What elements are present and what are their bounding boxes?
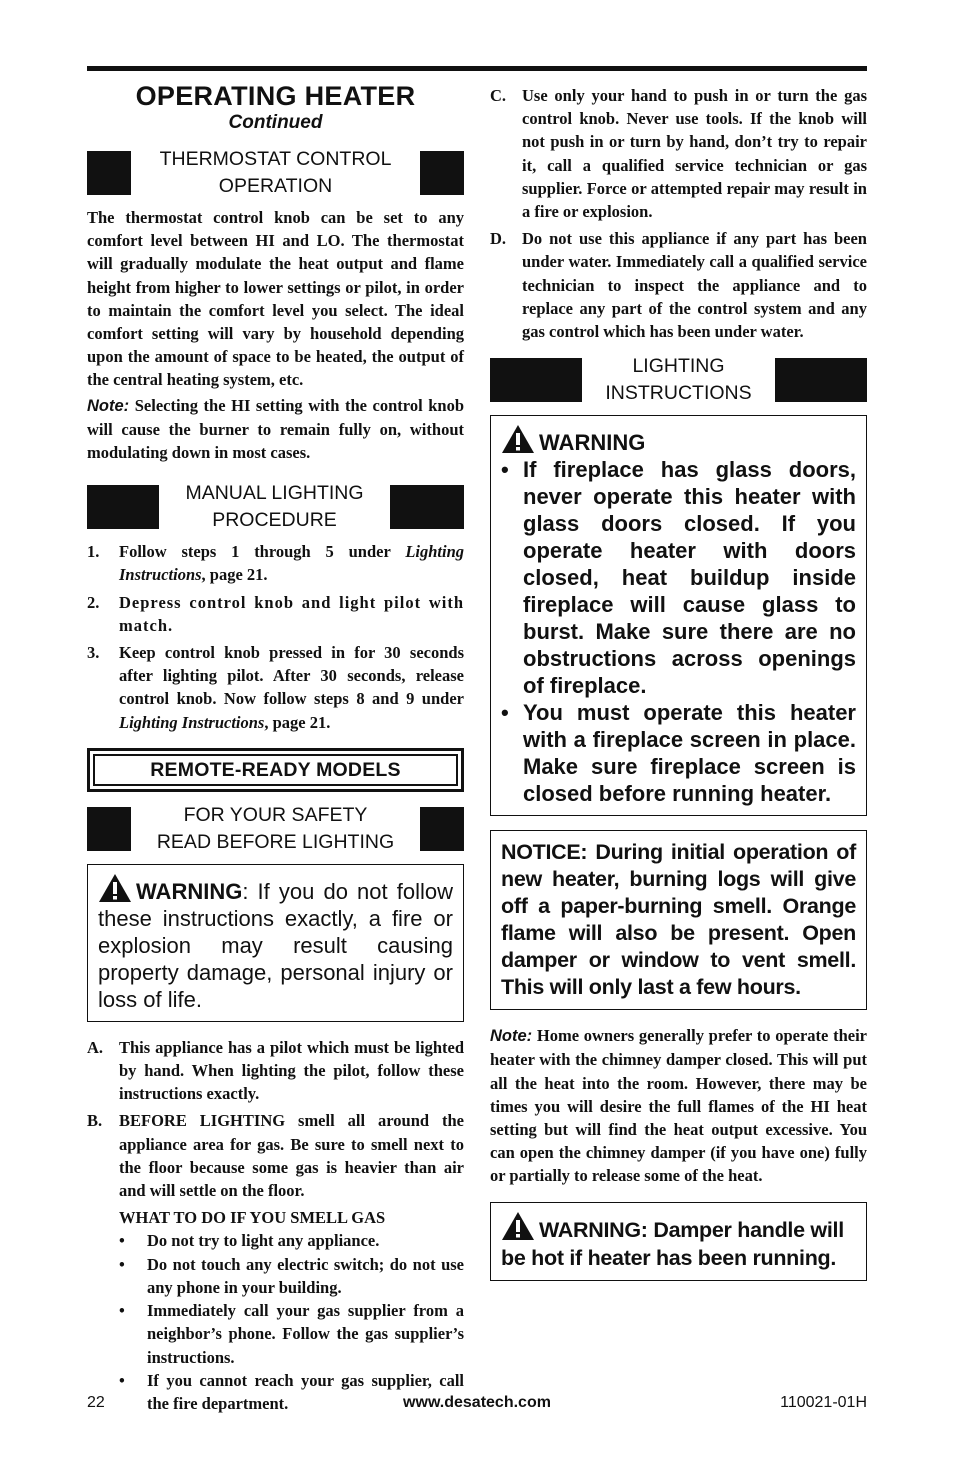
lighting-warning-box	[490, 415, 867, 816]
page-subtitle: Continued	[228, 112, 323, 133]
list-item: C. Use only your hand to push in or turn the gas control knob. Never use tools. If the knob will not push in or turn by hand, don’t try to repair it, call a qualified service technician or gas supplier. Force or attempted repair may result in a fire or explosion.	[490, 86, 867, 222]
warning-triangle-icon	[501, 424, 535, 454]
list-item: • If you cannot reach your gas supplier, call the fire department.	[119, 1370, 464, 1413]
thermostat-heading	[87, 146, 464, 200]
safety-heading	[87, 802, 464, 856]
manual-steps	[87, 540, 464, 734]
warning-lead: WARNING	[136, 878, 243, 904]
list-item: 1. Follow steps 1 through 5 under Lighting Instructions, page 21.	[87, 542, 464, 585]
warning-text: : If you do not follow these instructions exactly, a fire or explosion may result causing property damage, personal injury or loss of life.	[98, 878, 453, 1012]
lighting-heading	[490, 353, 867, 407]
warning-triangle-icon	[501, 1211, 535, 1241]
note-label: Note:	[87, 396, 130, 415]
heading-bar-right	[775, 358, 867, 402]
manual-heading	[87, 480, 464, 534]
website-link[interactable]: www.desatech.com	[403, 1394, 551, 1411]
list-item: B. BEFORE LIGHTING smell all around the appliance area for gas. Be sure to smell next to the floor because some gas is heavier than air and will settle on the floor.	[87, 1111, 464, 1201]
list-item: • Immediately call your gas supplier from a neighbor’s phone. Follow the gas supplier’s instructions.	[119, 1301, 464, 1367]
safety-heading-line1: FOR YOUR SAFETY	[183, 803, 368, 826]
thermostat-body: The thermostat control knob can be set to any comfort level between HI and LO. The thermostat will gradually modulate the heat output and flame height from higher to lower settings or pilot, in order to maintain the comfort level you select. The ideal comfort setting will vary by household depending upon the amount of space to be heated, the output of the central heating system, etc.	[87, 208, 464, 390]
heading-bar-left	[490, 358, 582, 402]
lettered-list-left	[87, 1036, 464, 1202]
lettered-list-right	[490, 84, 867, 343]
lighting-warning-title: WARNING	[539, 430, 646, 456]
smell-gas-list	[87, 1229, 464, 1415]
remote-ready-banner	[87, 748, 464, 792]
warning-triangle-icon	[98, 873, 132, 903]
manual-heading-line1: MANUAL LIGHTING	[185, 482, 364, 505]
notice-box: NOTICE: During initial operation of new heater, burning logs will give off a paper-burning smell. Orange flame will also be present. Open damper or window to vent smell. This will only last a few hours.	[490, 830, 867, 1010]
list-item: 3. Keep control knob pressed in for 30 seconds after lighting pilot. After 30 seconds, release control knob. Now follow steps 8 and 9 under Lighting Instructions, page 21.	[87, 643, 464, 732]
right-column	[490, 84, 867, 1281]
page-title: OPERATING HEATER	[135, 81, 416, 111]
document-code: 110021-01H	[780, 1394, 867, 1411]
thermostat-note	[87, 394, 464, 465]
heading-bar-right	[390, 485, 464, 529]
page-footer	[87, 1394, 867, 1416]
thermostat-heading-line2: OPERATION	[218, 175, 333, 197]
heading-bar-right	[420, 807, 464, 851]
damper-note	[490, 1024, 867, 1187]
left-column	[87, 80, 464, 1415]
safety-heading-line2: READ BEFORE LIGHTING	[156, 830, 395, 853]
damper-warning-box	[490, 1202, 867, 1281]
lighting-heading-line1: LIGHTING	[632, 355, 725, 378]
list-item: • If fireplace has glass doors, never operate this heater with glass doors closed. If you operate heater with doors closed, heat buildup inside fireplace will cause glass to burst. Make sure there are no obstructions across openings of fireplace.	[501, 457, 856, 699]
top-rule	[87, 66, 867, 71]
damper-warning-text: WARNING: Damper handle will be hot if heater has been running.	[501, 1217, 844, 1270]
lighting-heading-line2: INSTRUCTIONS	[605, 382, 752, 405]
heading-bar-left	[87, 151, 131, 195]
list-item: • Do not try to light any appliance.	[119, 1231, 380, 1251]
list-item: 2. Depress control knob and light pilot with match.	[87, 592, 464, 635]
list-item: A. This appliance has a pilot which must be lighted by hand. When lighting the pilot, follow these instructions exactly.	[87, 1037, 464, 1104]
list-item: D. Do not use this appliance if any part has been under water. Immediately call a qualified service technician to inspect the appliance and to replace any part of the control system and any gas control which has been under water.	[490, 229, 867, 342]
safety-warning-box	[87, 864, 464, 1022]
manual-heading-line2: PROCEDURE	[212, 509, 337, 532]
note-text: Selecting the HI setting with the control knob will cause the burner to remain fully on, without modulating down in most cases.	[87, 395, 464, 463]
note-label: Note:	[490, 1027, 533, 1046]
heading-bar-left	[87, 485, 159, 529]
note-text: Home owners generally prefer to operate their heater with the chimney damper closed. This will put all the heat into the room. However, there may be times you will desire the full flames of the HI heat setting but will find the heat output excessive. You can open the chimney damper (if you have one) fully or partially to release some of the heat.	[490, 1026, 867, 1186]
list-item: • You must operate this heater with a fireplace screen in place. Make sure fireplace screen is closed before running heater.	[501, 700, 856, 807]
lighting-warning-list	[501, 456, 856, 807]
page-number: 22	[87, 1394, 105, 1411]
thermostat-heading-line1: THERMOSTAT CONTROL	[159, 148, 392, 170]
heading-bar-right	[420, 151, 464, 195]
smell-gas-heading: WHAT TO DO IF YOU SMELL GAS	[119, 1208, 386, 1228]
remote-ready-label: REMOTE-READY MODELS	[93, 754, 458, 786]
heading-bar-left	[87, 807, 131, 851]
list-item: • Do not touch any electric switch; do not use any phone in your building.	[119, 1254, 464, 1297]
